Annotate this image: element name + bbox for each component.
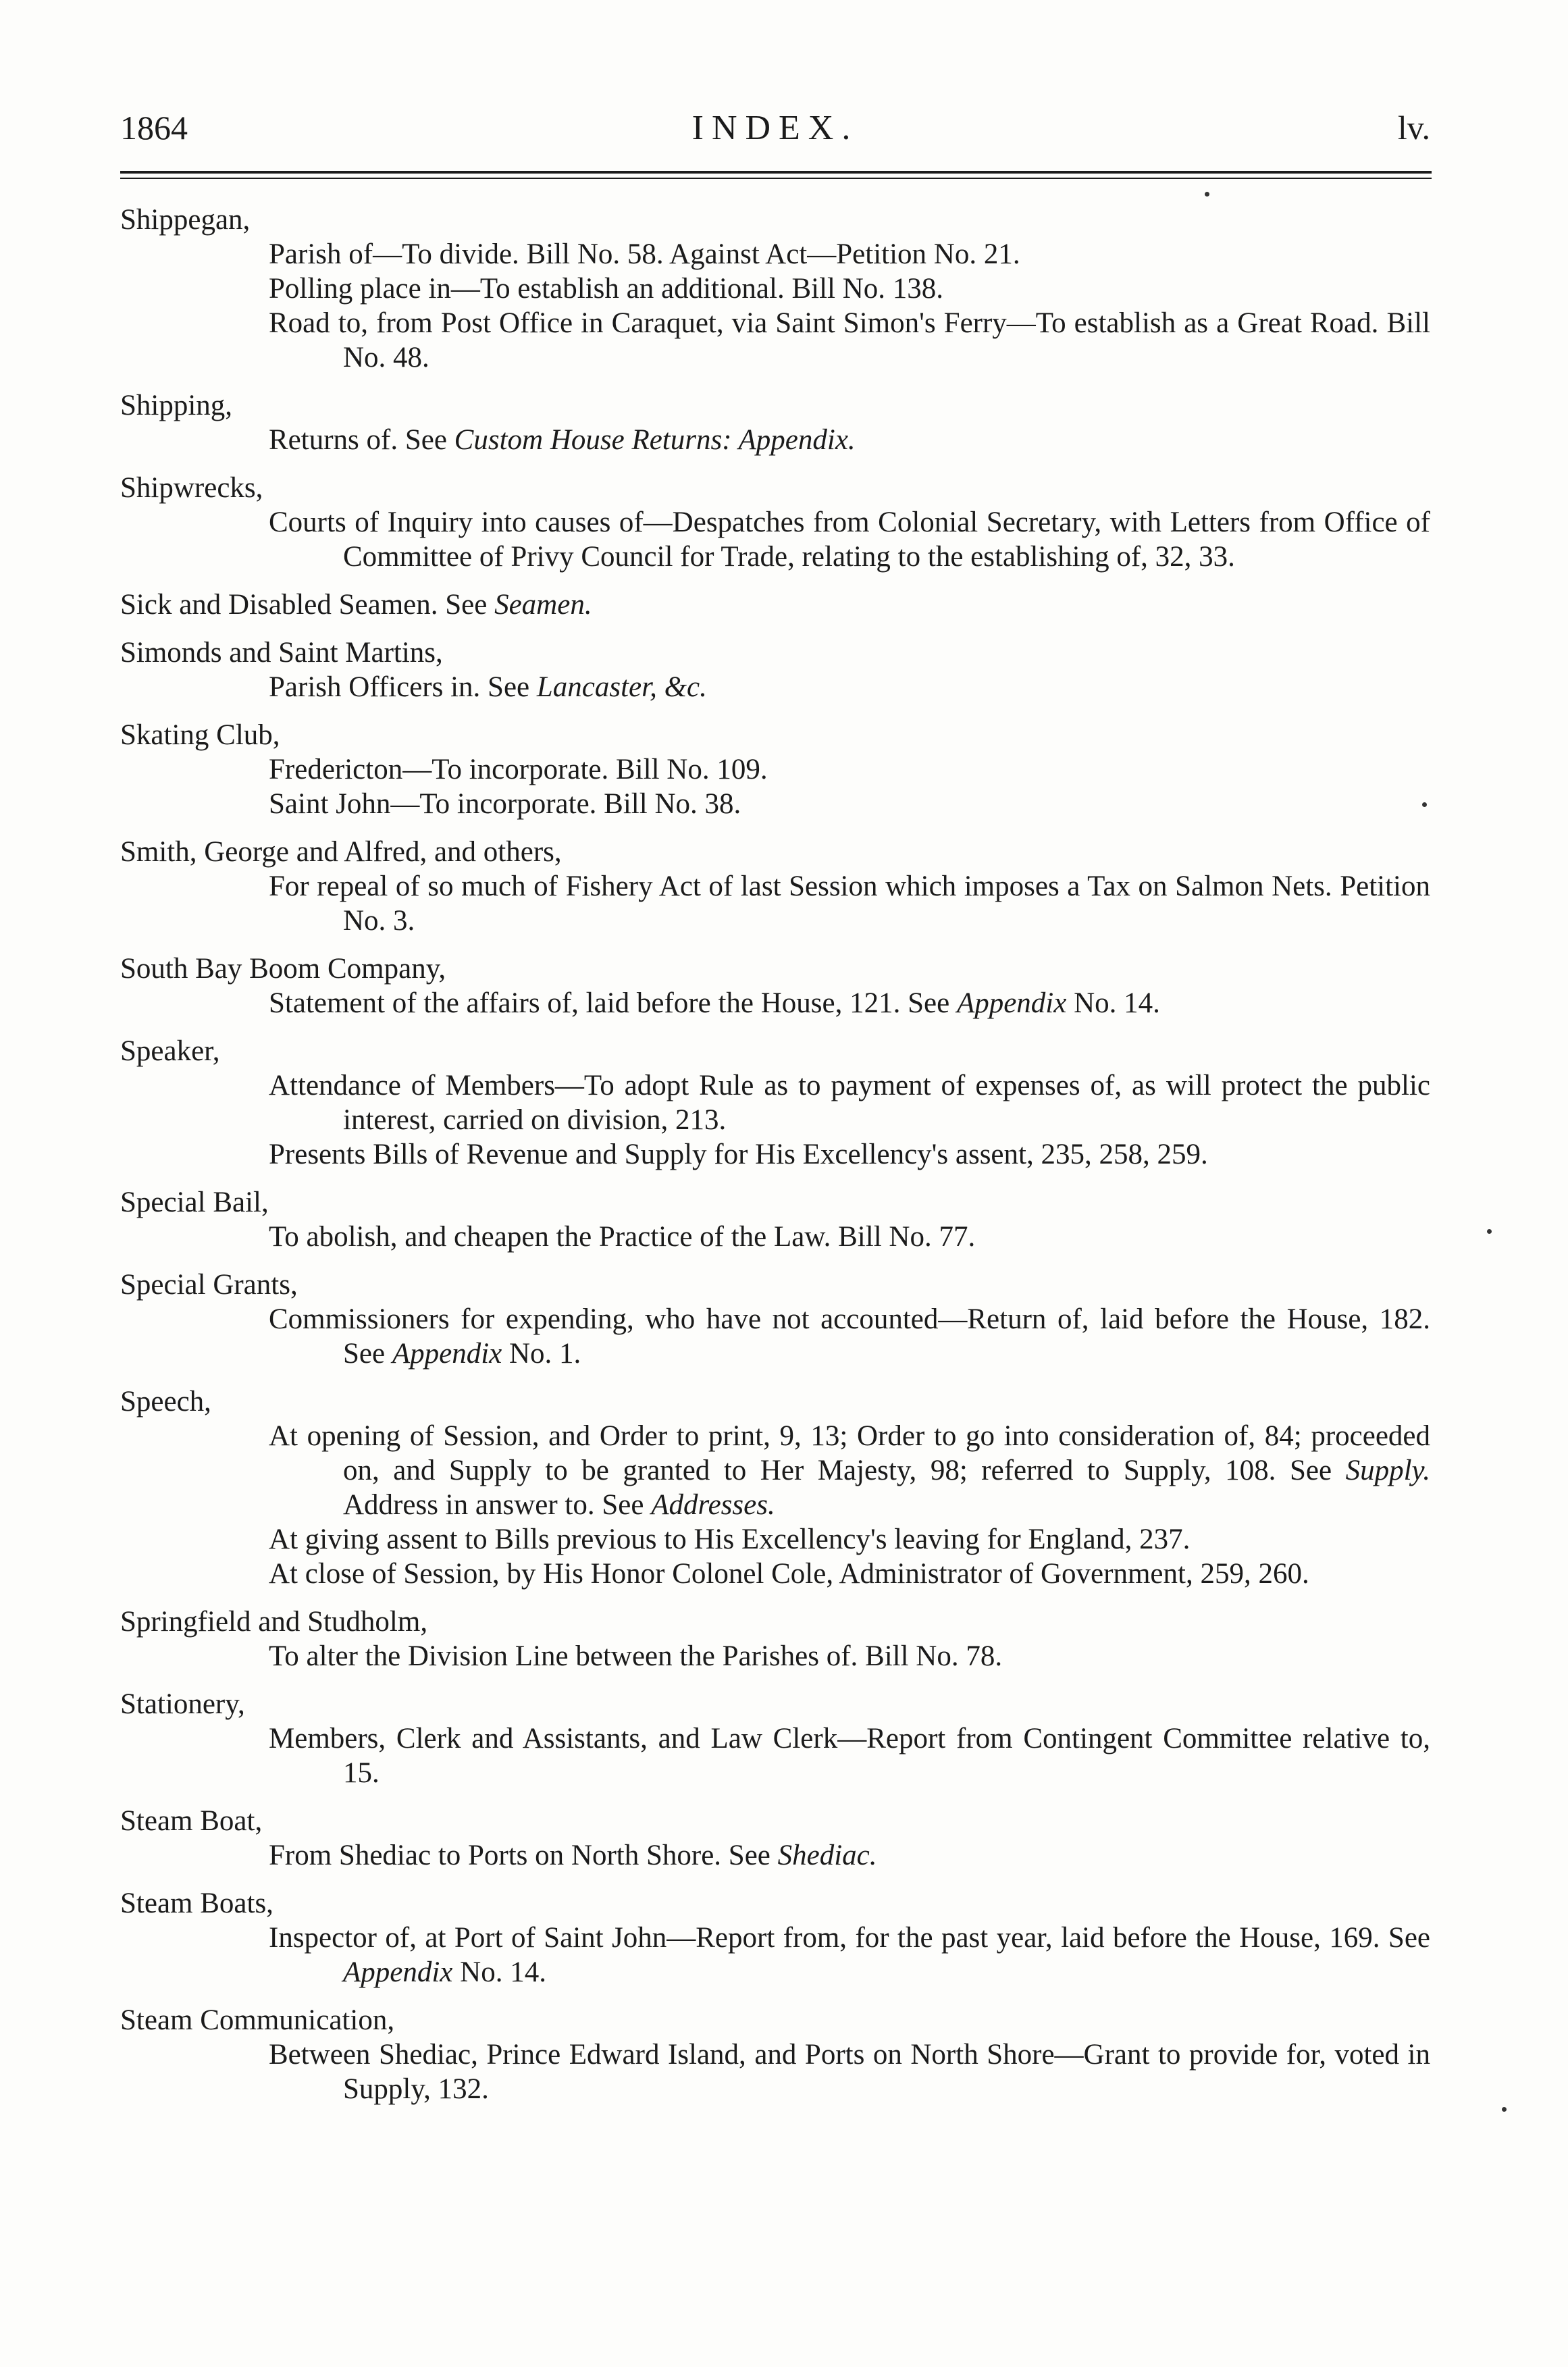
entry-heading-text: Special Grants, <box>120 1269 298 1301</box>
entry-subentry <box>120 1639 1430 1673</box>
entry-heading-text: Speech, <box>120 1386 211 1417</box>
subentry-reference: Appendix <box>392 1338 502 1370</box>
index-entry <box>120 718 1430 821</box>
entry-heading-text: Steam Boats, <box>120 1888 273 1919</box>
subentry-text: Commissioners for expending, who have not accounted—Return of, laid before the House, 182. See <box>269 1303 1430 1370</box>
index-entry <box>120 1605 1430 1673</box>
subentry-text: Statement of the affairs of, laid before the House, 121. See <box>269 987 957 1019</box>
entry-subentry <box>120 505 1430 574</box>
subentry-text: To alter the Division Line between the Parishes of. Bill No. 78. <box>269 1640 1003 1672</box>
index-entry <box>120 1185 1430 1254</box>
entry-subentry <box>120 237 1430 271</box>
entry-heading-text: Shippegan, <box>120 204 251 236</box>
subentry-text: Attendance of Members—To adopt Rule as to payment of expenses of, as will protect the public interest, carried on division, 213. <box>269 1070 1430 1136</box>
index-entry <box>120 952 1430 1020</box>
index-entry <box>120 1886 1430 1989</box>
entry-heading-text: Speaker, <box>120 1035 220 1067</box>
index-entry <box>120 471 1430 574</box>
entry-subentry <box>120 986 1430 1020</box>
subentry-text: From Shediac to Ports on North Shore. See <box>269 1840 778 1871</box>
subentry-text: Polling place in—To establish an additional. Bill No. 138. <box>269 273 944 305</box>
entry-heading <box>120 1687 1430 1721</box>
index-entry <box>120 388 1430 457</box>
entry-heading-reference: Seamen. <box>494 589 592 621</box>
entry-heading-text: Special Bail, <box>120 1187 269 1218</box>
subentry-text: Parish Officers in. See <box>269 671 537 703</box>
subentry-reference: Appendix <box>956 987 1067 1019</box>
entry-subentry <box>120 271 1430 306</box>
subentry-reference: Appendix <box>343 1956 453 1988</box>
subentry-text: At opening of Session, and Order to print, 9, 13; Order to go into consideration of, 84; proceeded on, and Supply to be granted to Her Majesty, 98; referred to Supply, 108. See <box>269 1420 1430 1486</box>
index-entry <box>120 1384 1430 1591</box>
entry-subentry <box>120 1220 1430 1254</box>
header-year: 1864 <box>120 109 188 147</box>
speck-mark <box>1487 1229 1492 1234</box>
entry-heading-text: South Bay Boom Company, <box>120 953 446 985</box>
subentry-reference: Lancaster, &c. <box>536 671 707 703</box>
entry-heading <box>120 588 1430 622</box>
entry-heading <box>120 203 1430 237</box>
entry-heading <box>120 1886 1430 1921</box>
index-entry <box>120 1034 1430 1172</box>
entry-subentry <box>120 1921 1430 1989</box>
entry-heading-text: Steam Boat, <box>120 1805 263 1837</box>
subentry-reference: Shediac. <box>777 1840 877 1871</box>
entry-heading-text: Smith, George and Alfred, and others, <box>120 836 562 868</box>
subentry-reference: Custom House Returns: Appendix. <box>454 424 856 456</box>
page-header <box>120 108 1430 155</box>
subentry-text: Members, Clerk and Assistants, and Law Clerk—Report from Contingent Committee relative to, 15. <box>269 1723 1430 1789</box>
subentry-text: Courts of Inquiry into causes of—Despatches from Colonial Secretary, with Letters from Office of Committee of Privy Council for Trade, relating to the establishing of, 32, 33. <box>269 506 1430 573</box>
subentry-text: To abolish, and cheapen the Practice of the Law. Bill No. 77. <box>269 1221 976 1253</box>
header-rule-thin <box>120 178 1432 179</box>
subentry-tail: No. 1. <box>502 1338 581 1370</box>
header-title: INDEX. <box>691 109 859 147</box>
speck-mark <box>1205 192 1209 197</box>
entry-heading <box>120 718 1430 752</box>
speck-mark <box>1502 2107 1507 2112</box>
entry-subentry <box>120 1557 1430 1591</box>
subentry-tail: No. 14. <box>452 1956 546 1988</box>
entry-heading <box>120 2003 1430 2037</box>
entry-heading <box>120 1605 1430 1639</box>
speck-mark <box>1422 802 1427 807</box>
entry-heading <box>120 1384 1430 1419</box>
subentry-text: Road to, from Post Office in Caraquet, via Saint Simon's Ferry—To establish as a Great Road. Bill No. 48. <box>269 307 1430 373</box>
subentry-reference: Supply. <box>1345 1455 1430 1486</box>
entry-heading <box>120 1034 1430 1068</box>
entry-heading <box>120 388 1430 423</box>
entry-subentry <box>120 306 1430 375</box>
entry-subentry <box>120 1838 1430 1873</box>
entry-heading <box>120 1185 1430 1220</box>
entry-heading-text: Sick and Disabled Seamen. See <box>120 589 495 621</box>
subentry-text: Inspector of, at Port of Saint John—Report from, for the past year, laid before the House, 169. See <box>269 1922 1430 1954</box>
entry-heading <box>120 635 1430 670</box>
index-entry <box>120 1804 1430 1873</box>
entry-heading-text: Shipwrecks, <box>120 472 263 504</box>
entry-subentry <box>120 787 1430 821</box>
subentry-reference: Addresses. <box>651 1489 775 1521</box>
entry-subentry <box>120 1522 1430 1557</box>
entry-subentry <box>120 869 1430 938</box>
subentry-text: Returns of. See <box>269 424 454 456</box>
entry-heading-text: Skating Club, <box>120 719 280 751</box>
subentry-tail: No. 14. <box>1066 987 1160 1019</box>
subentry-text: Saint John—To incorporate. Bill No. 38. <box>269 788 741 820</box>
index-entry <box>120 1268 1430 1371</box>
entry-heading <box>120 1268 1430 1302</box>
index-entry <box>120 1687 1430 1790</box>
header-page-number: lv. <box>1397 109 1430 147</box>
entry-heading <box>120 1804 1430 1838</box>
entry-subentry <box>120 2037 1430 2106</box>
subentry-text: Parish of—To divide. Bill No. 58. Against Act—Petition No. 21. <box>269 238 1020 270</box>
subentry-text: At close of Session, by His Honor Colonel Cole, Administrator of Government, 259, 260. <box>269 1558 1309 1590</box>
subentry-text: Presents Bills of Revenue and Supply for His Excellency's assent, 235, 258, 259. <box>269 1139 1208 1170</box>
index-entry <box>120 588 1430 622</box>
entry-heading <box>120 471 1430 505</box>
header-rule-thick <box>120 171 1432 174</box>
index-entry <box>120 203 1430 375</box>
index-entry <box>120 635 1430 704</box>
subentry-text: For repeal of so much of Fishery Act of last Session which imposes a Tax on Salmon Nets. Petition No. 3. <box>269 870 1430 937</box>
entry-subentry <box>120 423 1430 457</box>
entry-heading-text: Springfield and Studholm, <box>120 1606 428 1638</box>
entry-subentry <box>120 1137 1430 1172</box>
index-entries <box>120 203 1430 2120</box>
entry-subentry <box>120 1721 1430 1790</box>
entry-heading-text: Steam Communication, <box>120 2004 395 2036</box>
entry-subentry <box>120 752 1430 787</box>
entry-subentry <box>120 670 1430 704</box>
entry-heading <box>120 952 1430 986</box>
entry-heading-text: Simonds and Saint Martins, <box>120 637 443 669</box>
subentry-text: At giving assent to Bills previous to His Excellency's leaving for England, 237. <box>269 1524 1191 1555</box>
entry-subentry <box>120 1302 1430 1371</box>
entry-subentry <box>120 1419 1430 1522</box>
index-entry <box>120 2003 1430 2106</box>
subentry-text: Fredericton—To incorporate. Bill No. 109. <box>269 754 768 785</box>
index-entry <box>120 835 1430 938</box>
subentry-text: Between Shediac, Prince Edward Island, and Ports on North Shore—Grant to provide for, voted in Supply, 132. <box>269 2039 1430 2105</box>
entry-heading-text: Shipping, <box>120 390 233 421</box>
entry-subentry <box>120 1068 1430 1137</box>
subentry-tail: Address in answer to. See <box>343 1489 652 1521</box>
entry-heading <box>120 835 1430 869</box>
entry-heading-text: Stationery, <box>120 1688 245 1720</box>
